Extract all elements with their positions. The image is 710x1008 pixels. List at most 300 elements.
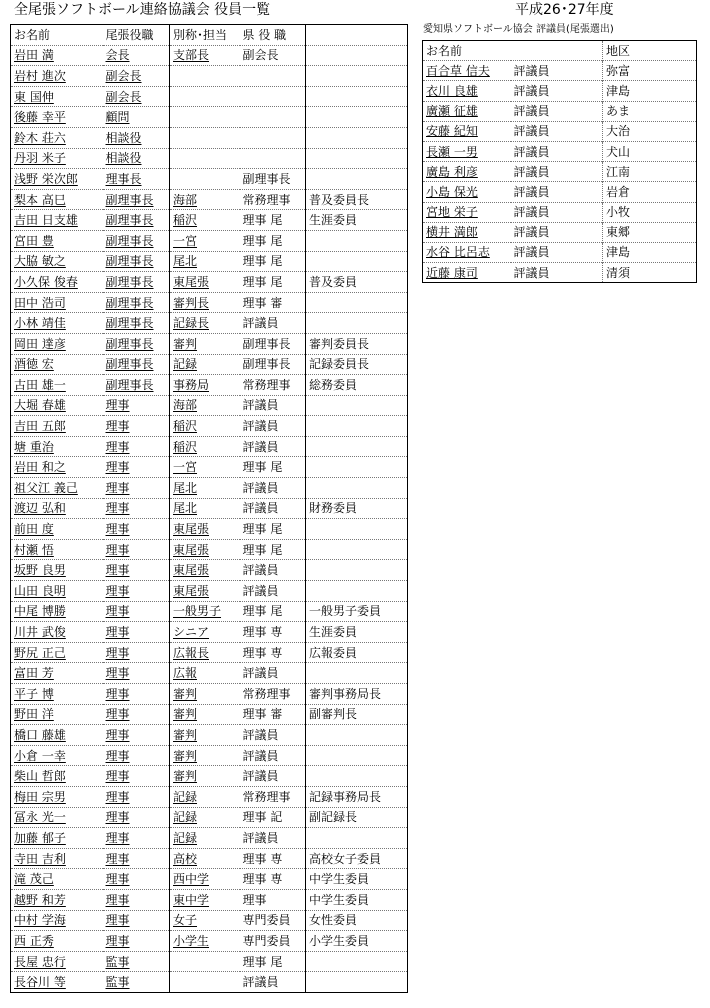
officer-header-cell (306, 25, 408, 46)
officer-cell-text: 坂野 良男 (14, 563, 66, 578)
officer-cell (11, 642, 103, 663)
officer-cell (306, 828, 408, 849)
council-cell: 津島 (603, 81, 697, 101)
officer-cell-text: 東尾張 (173, 563, 210, 578)
officer-row (11, 910, 408, 931)
officer-cell (11, 745, 103, 766)
officer-cell (103, 951, 170, 972)
officer-cell (11, 560, 103, 581)
officer-cell (11, 704, 103, 725)
officer-cell (170, 560, 240, 581)
council-cell: あま (603, 101, 697, 121)
officer-cell (170, 189, 240, 210)
council-cell: 津島 (603, 242, 697, 262)
officer-cell-text: 理事 (105, 666, 130, 681)
officer-cell-text: 中尾 博勝 (14, 604, 66, 619)
officer-cell (170, 436, 240, 457)
officer-cell-text: 副理事長 (105, 295, 154, 310)
officer-cell: 中学生委員 (306, 889, 408, 910)
officer-cell (103, 745, 170, 766)
officer-cell (240, 66, 306, 87)
officer-cell (11, 951, 103, 972)
officer-cell-text: 副理事長 (105, 357, 154, 372)
officer-cell-text: シニア (173, 625, 210, 640)
officer-cell (11, 272, 103, 293)
officer-cell-text: 尾北 (173, 254, 198, 269)
officer-cell (11, 333, 103, 354)
officer-cell (306, 292, 408, 313)
council-cell-text: 小島 保光 (426, 184, 478, 199)
officer-cell-text: 東尾張 (173, 274, 210, 289)
officer-row (11, 766, 408, 787)
officer-cell: 理事 尾 (240, 272, 306, 293)
officer-row (11, 66, 408, 87)
officer-cell (170, 745, 240, 766)
officer-cell: 評議員 (240, 745, 306, 766)
officer-cell-text: 山田 良明 (14, 583, 66, 598)
officer-cell (103, 560, 170, 581)
officer-cell-text: 副理事長 (105, 274, 154, 289)
officer-cell (103, 725, 170, 746)
officer-cell-text: 梅田 宗男 (14, 789, 66, 804)
officer-cell (103, 869, 170, 890)
officer-row (11, 416, 408, 437)
officer-cell (103, 416, 170, 437)
officer-cell-text: 記録長 (173, 316, 210, 331)
officer-cell (103, 478, 170, 499)
council-cell-text: 廣島 利彦 (426, 164, 478, 179)
council-cell-text: 安藤 紀知 (426, 124, 478, 139)
officer-cell-text: 記録 (173, 357, 198, 372)
officer-cell (11, 766, 103, 787)
officer-row (11, 869, 408, 890)
officer-cell-text: 稲沢 (173, 439, 198, 454)
officer-cell (306, 478, 408, 499)
officer-cell (170, 313, 240, 334)
officer-cell (103, 313, 170, 334)
officer-cell-text: 西 正秀 (14, 933, 54, 948)
officer-cell (170, 519, 240, 540)
officer-row (11, 642, 408, 663)
officer-cell: 理事 尾 (240, 210, 306, 231)
council-cell: 大治 (603, 121, 697, 141)
officer-cell-text: 加藤 郁子 (14, 830, 66, 845)
officer-cell: 理事 審 (240, 704, 306, 725)
officer-row (11, 498, 408, 519)
officer-row (11, 828, 408, 849)
officer-cell (11, 889, 103, 910)
officer-cell: 常務理事 (240, 375, 306, 396)
officer-cell-text: 監事 (105, 954, 130, 969)
officer-cell: 理事 (240, 889, 306, 910)
officer-cell: 評議員 (240, 478, 306, 499)
officer-cell (170, 354, 240, 375)
officer-cell: 副記録長 (306, 807, 408, 828)
council-cell-text: 近藤 康司 (426, 265, 478, 280)
officer-row (11, 148, 408, 169)
officer-row (11, 375, 408, 396)
council-cell (423, 202, 511, 222)
council-cell: 評議員 (511, 222, 603, 242)
officer-cell (103, 766, 170, 787)
officer-cell-text: 副理事長 (105, 377, 154, 392)
officer-row (11, 848, 408, 869)
officer-cell-text: 丹羽 米子 (14, 151, 66, 166)
officer-cell (103, 272, 170, 293)
council-row (423, 182, 697, 202)
officer-cell-text: 稲沢 (173, 213, 198, 228)
officer-cell: 小学生委員 (306, 931, 408, 952)
officer-cell (11, 478, 103, 499)
officer-cell: 高校女子委員 (306, 848, 408, 869)
officer-cell (306, 745, 408, 766)
officer-row (11, 313, 408, 334)
officer-row (11, 86, 408, 107)
officer-cell-text: 富田 芳 (14, 666, 54, 681)
officer-cell (170, 539, 240, 560)
officer-cell (306, 416, 408, 437)
officer-cell (11, 622, 103, 643)
officer-cell-text: 理事 (105, 851, 130, 866)
officer-row (11, 786, 408, 807)
council-cell: 評議員 (511, 121, 603, 141)
council-row-header (423, 41, 697, 61)
officer-cell-text: 海部 (173, 192, 198, 207)
officer-row (11, 169, 408, 190)
officer-row (11, 539, 408, 560)
officer-cell-text: 東 国伸 (14, 89, 54, 104)
officer-cell: 理事 尾 (240, 251, 306, 272)
officer-header-cell: 別称･担当 (170, 25, 240, 46)
officer-row (11, 107, 408, 128)
council-table (422, 40, 697, 283)
officers-table-body (11, 25, 408, 993)
council-cell (423, 242, 511, 262)
officer-cell-text: 吉田 日支雄 (14, 213, 78, 228)
officer-cell (170, 931, 240, 952)
officer-cell (170, 86, 240, 107)
officer-cell (11, 931, 103, 952)
officer-cell-text: 平子 博 (14, 686, 54, 701)
officer-row (11, 684, 408, 705)
officer-cell (103, 66, 170, 87)
officer-cell-text: 理事 (105, 583, 130, 598)
officer-cell (103, 127, 170, 148)
officer-cell-text: 理事 (105, 645, 130, 660)
officer-row (11, 972, 408, 993)
officer-cell: 常務理事 (240, 684, 306, 705)
officer-cell-text: 理事 (105, 769, 130, 784)
council-cell: 評議員 (511, 162, 603, 182)
council-row (423, 202, 697, 222)
officer-cell (170, 457, 240, 478)
officer-cell (103, 601, 170, 622)
officer-cell-text: 理事 (105, 480, 130, 495)
officer-cell (103, 663, 170, 684)
officer-cell (11, 869, 103, 890)
officer-cell (240, 107, 306, 128)
officer-cell: 評議員 (240, 313, 306, 334)
officer-row (11, 725, 408, 746)
officer-cell (170, 292, 240, 313)
officer-cell (103, 251, 170, 272)
officer-row (11, 519, 408, 540)
council-header-cell: 地区 (603, 41, 697, 61)
officer-cell (11, 86, 103, 107)
officer-cell-text: 酒徳 宏 (14, 357, 54, 372)
officer-cell-text: 理事 (105, 892, 130, 907)
council-cell (423, 141, 511, 161)
officer-cell (306, 169, 408, 190)
officer-cell-text: 会長 (105, 48, 130, 63)
council-cell: 評議員 (511, 141, 603, 161)
officer-cell (306, 951, 408, 972)
officer-cell (306, 972, 408, 993)
officer-cell-text: 岩村 進次 (14, 68, 66, 83)
officer-cell-text: 審判 (173, 686, 198, 701)
officer-cell (103, 910, 170, 931)
officer-cell: 常務理事 (240, 786, 306, 807)
council-title: 愛知県ソフトボール協会 評議員(尾張選出) (423, 24, 614, 35)
council-row (423, 141, 697, 161)
council-row (423, 263, 697, 283)
officer-cell (11, 581, 103, 602)
officer-cell-text: 広報長 (173, 645, 210, 660)
officer-cell (11, 828, 103, 849)
officer-cell (11, 457, 103, 478)
officer-cell-text: 理事 (105, 933, 130, 948)
officer-cell-text: 理事 (105, 913, 130, 928)
officer-cell-text: 柴山 哲郎 (14, 769, 66, 784)
officer-cell: 一般男子委員 (306, 601, 408, 622)
officer-cell (11, 107, 103, 128)
council-cell (423, 81, 511, 101)
officer-cell-text: 顧問 (105, 110, 130, 125)
officer-cell-text: 副理事長 (105, 192, 154, 207)
officer-cell-text: 理事 (105, 604, 130, 619)
officer-cell-text: 副理事長 (105, 233, 154, 248)
officer-cell (103, 436, 170, 457)
officer-cell-text: 審判 (173, 748, 198, 763)
officer-cell (170, 375, 240, 396)
officer-cell (170, 107, 240, 128)
officer-cell-text: 副理事長 (105, 316, 154, 331)
officer-cell: 評議員 (240, 416, 306, 437)
officer-cell: 評議員 (240, 436, 306, 457)
officer-cell-text: 副理事長 (105, 213, 154, 228)
officer-cell-text: 理事 (105, 707, 130, 722)
officer-cell-text: 東尾張 (173, 583, 210, 598)
officer-cell (170, 395, 240, 416)
officer-cell (103, 375, 170, 396)
council-header-cell: お名前 (423, 41, 511, 61)
officer-cell-text: 理事 (105, 686, 130, 701)
officer-cell-text: 一般男子 (173, 604, 222, 619)
officer-cell-text: 滝 茂己 (14, 872, 54, 887)
officer-cell (11, 148, 103, 169)
officer-cell: 理事 尾 (240, 457, 306, 478)
officer-cell (170, 498, 240, 519)
officer-cell: 評議員 (240, 828, 306, 849)
officer-cell: 生涯委員 (306, 622, 408, 643)
officer-cell-text: 理事 (105, 439, 130, 454)
officer-cell-text: 記録 (173, 789, 198, 804)
officer-cell: 理事 専 (240, 848, 306, 869)
officer-cell (103, 86, 170, 107)
officer-cell-text: 古田 雄一 (14, 377, 66, 392)
officer-cell-text: 越野 和芳 (14, 892, 66, 907)
council-cell: 犬山 (603, 141, 697, 161)
officer-cell-text: 審判 (173, 707, 198, 722)
officer-cell-text: 東中学 (173, 892, 210, 907)
officer-row (11, 45, 408, 66)
officer-cell-text: 尾北 (173, 501, 198, 516)
officer-cell (170, 169, 240, 190)
officer-cell (11, 972, 103, 993)
officer-cell: 審判事務局長 (306, 684, 408, 705)
officer-cell (103, 539, 170, 560)
officer-cell-text: 理事 (105, 563, 130, 578)
officer-cell-text: 理事長 (105, 171, 142, 186)
officer-cell (103, 148, 170, 169)
officer-cell-text: 監事 (105, 975, 130, 990)
council-cell: 岩倉 (603, 182, 697, 202)
officer-cell-text: 一宮 (173, 460, 198, 475)
officer-cell-text: 副会長 (105, 68, 142, 83)
officer-cell-text: 前田 度 (14, 522, 54, 537)
officer-cell: 理事 尾 (240, 601, 306, 622)
officer-cell (170, 828, 240, 849)
officer-cell (306, 457, 408, 478)
officer-cell (170, 910, 240, 931)
council-cell: 清須 (603, 263, 697, 283)
officer-cell (103, 498, 170, 519)
officer-cell (170, 663, 240, 684)
officer-cell (103, 519, 170, 540)
officer-cell (170, 251, 240, 272)
officer-cell: 理事 記 (240, 807, 306, 828)
council-cell: 小牧 (603, 202, 697, 222)
officer-cell-text: 事務局 (173, 377, 210, 392)
council-row (423, 242, 697, 262)
officer-row (11, 581, 408, 602)
officer-cell (170, 581, 240, 602)
officer-row (11, 354, 408, 375)
officer-cell (170, 66, 240, 87)
officer-cell-text: 記録 (173, 810, 198, 825)
officer-cell (306, 251, 408, 272)
officer-cell (103, 292, 170, 313)
officer-cell (170, 210, 240, 231)
officer-cell-text: 広報 (173, 666, 198, 681)
officer-header-cell: 尾張役職 (103, 25, 170, 46)
officer-cell-text: 尾北 (173, 480, 198, 495)
council-cell-text: 百合草 信夫 (426, 63, 490, 78)
officer-cell-text: 岩田 満 (14, 48, 54, 63)
officer-cell (11, 807, 103, 828)
officer-cell: 専門委員 (240, 910, 306, 931)
officer-row (11, 601, 408, 622)
council-cell-text: 廣瀬 征雄 (426, 104, 478, 119)
officer-cell: 副会長 (240, 45, 306, 66)
officer-cell-text: 理事 (105, 830, 130, 845)
officer-cell (103, 230, 170, 251)
officer-cell-text: 村瀬 悟 (14, 542, 54, 557)
officer-cell-text: 理事 (105, 419, 130, 434)
officer-cell-text: 副理事長 (105, 336, 154, 351)
officer-cell: 評議員 (240, 766, 306, 787)
officer-cell-text: 理事 (105, 810, 130, 825)
officer-cell (306, 581, 408, 602)
officer-cell (170, 416, 240, 437)
officer-cell (11, 354, 103, 375)
officer-cell (103, 889, 170, 910)
officer-cell (103, 581, 170, 602)
officer-cell (170, 766, 240, 787)
officer-row (11, 457, 408, 478)
officer-cell-text: 宮田 豊 (14, 233, 54, 248)
council-cell (423, 263, 511, 283)
officer-cell: 普及委員 (306, 272, 408, 293)
officer-cell: 副理事長 (240, 333, 306, 354)
officer-cell (11, 251, 103, 272)
officer-row (11, 333, 408, 354)
officer-cell (306, 560, 408, 581)
officer-cell-text: 西中学 (173, 872, 210, 887)
officer-cell-text: 東尾張 (173, 542, 210, 557)
officer-row (11, 436, 408, 457)
officer-cell-text: 支部長 (173, 48, 210, 63)
officer-row (11, 704, 408, 725)
officer-cell-text: 審判長 (173, 295, 210, 310)
officer-cell-text: 理事 (105, 872, 130, 887)
officer-cell (170, 333, 240, 354)
officer-cell (170, 807, 240, 828)
officer-cell (103, 642, 170, 663)
officer-cell (11, 189, 103, 210)
officer-cell-text: 祖父江 義己 (14, 480, 78, 495)
officer-cell (103, 622, 170, 643)
council-row (423, 121, 697, 141)
officer-cell-text: 冨永 光一 (14, 810, 66, 825)
officer-row (11, 889, 408, 910)
officer-cell: 副理事長 (240, 354, 306, 375)
officer-cell (306, 127, 408, 148)
officer-cell (170, 889, 240, 910)
officer-row (11, 189, 408, 210)
officer-cell (170, 601, 240, 622)
officer-cell-text: 副理事長 (105, 254, 154, 269)
officer-cell-text: 大堀 春雄 (14, 398, 66, 413)
officer-cell-text: 女子 (173, 913, 198, 928)
council-cell-text: 衣川 良雄 (426, 83, 478, 98)
officer-cell (11, 45, 103, 66)
officer-cell: 評議員 (240, 972, 306, 993)
officer-cell: 評議員 (240, 663, 306, 684)
officer-row (11, 663, 408, 684)
officer-cell (103, 704, 170, 725)
officer-cell-text: 浅野 栄次郎 (14, 171, 78, 186)
officer-row (11, 931, 408, 952)
officer-cell-text: 相談役 (105, 151, 142, 166)
officer-cell-text: 海部 (173, 398, 198, 413)
officer-cell: 専門委員 (240, 931, 306, 952)
officer-cell (11, 169, 103, 190)
council-cell: 評議員 (511, 182, 603, 202)
officer-cell: 理事 尾 (240, 519, 306, 540)
officer-cell (170, 848, 240, 869)
officer-row-header (11, 25, 408, 46)
